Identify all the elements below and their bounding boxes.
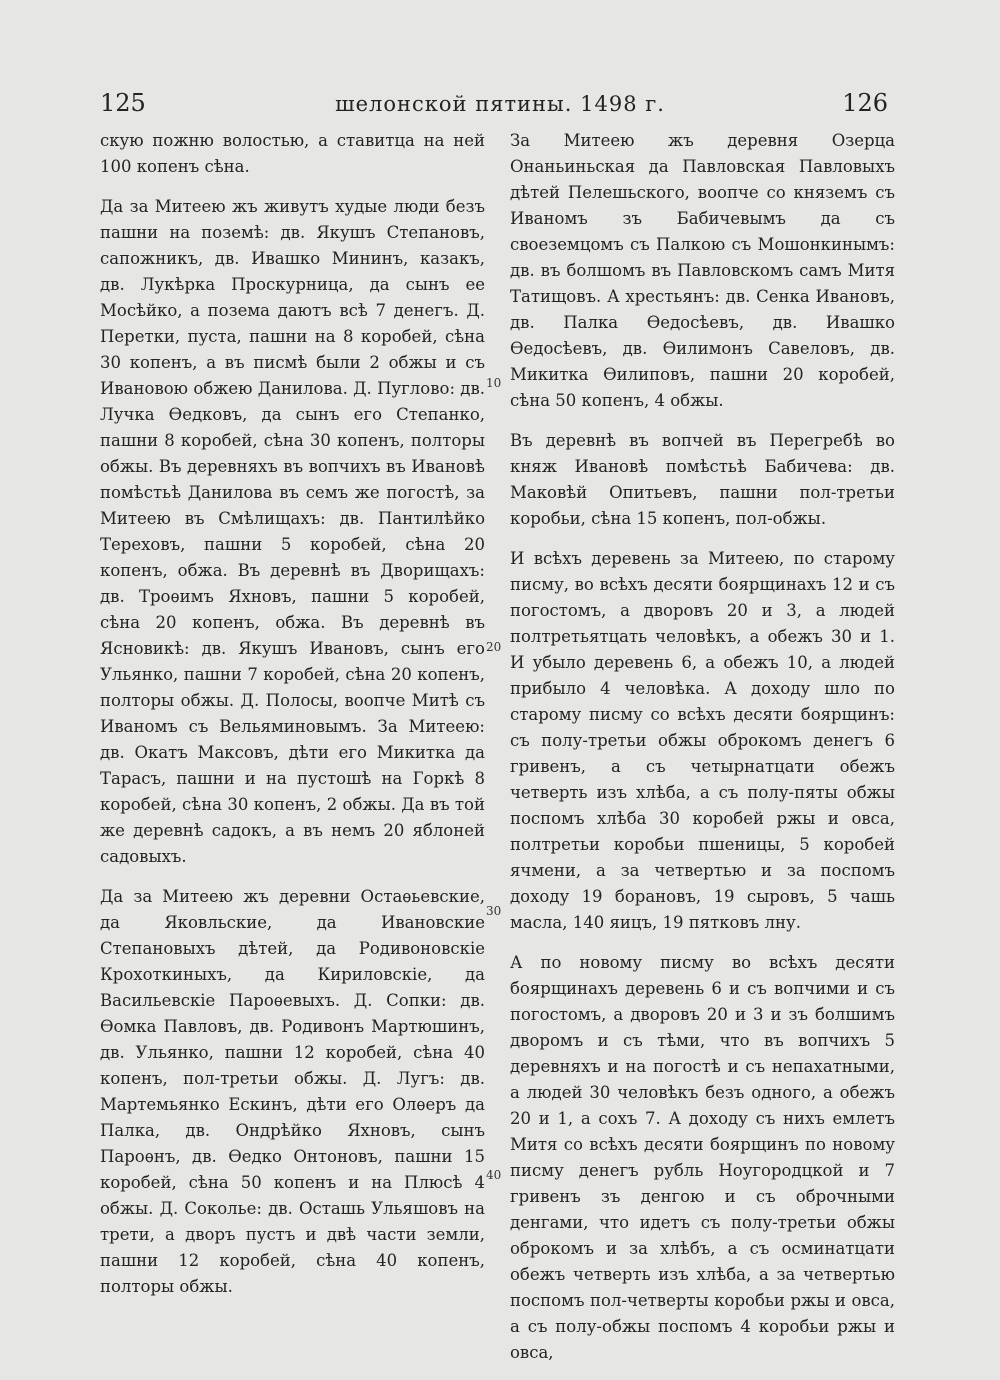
line-number: 30: [486, 904, 502, 918]
line-number: 40: [486, 1168, 502, 1182]
line-number: 10: [486, 376, 502, 390]
left-column: [100, 128, 485, 1314]
paragraph: И всѣхъ деревень за Митеею, по старому писму, во всѣхъ десяти боярщинахъ 12 и съ погостомъ, а дворовъ 20 и 3, а людей полтретьятцать человѣкъ, а обежъ 30 и 1. И убыло деревень 6, а обежъ 10, а людей прибыло 4 человѣка. А доходу шло по старому писму со всѣхъ десяти боярщинъ: съ полу-третьи обжы оброкомъ денегъ 6 гривенъ, а съ четырнатцати обежъ четверть изъ хлѣба, а съ полу-пяты обжы поспомъ хлѣба 30 коробей ржы и овса, полтретьи коробьи пшеницы, 5 коробей ячмени, а за четвертью и за поспомъ доходу 19 борановъ, 19 сыровъ, 5 чашь масла, 140 яицъ, 19 пятковъ лну.: [510, 549, 895, 932]
line-number: 20: [486, 640, 502, 654]
paragraph: А по новому писму во всѣхъ десяти боярщинахъ деревень 6 и съ вопчими и съ погостомъ, а дворовъ 20 и 3 и зъ болшимъ дворомъ и съ тѣми, что въ вопчихъ 5 деревняхъ и на погостѣ и съ непахатными, а людей 30 человѣкъ безъ одного, а обежъ 20 и 1, а сохъ 7. А доходу съ нихъ емлетъ Митя со всѣхъ десяти боярщинъ по новому писму денегъ рубль Ноугородцкой и 7 гривенъ зъ денгою и съ оброчными денгами, что идетъ съ полу-третьи обжы оброкомъ и за хлѣбъ, а съ осминатцати обежъ четверть изъ хлѣба, а за четвертью поспомъ пол-четверты коробьи ржы и овса, а съ полу-обжы поспомъ 4 коробьи ржы и овса,: [510, 953, 895, 1362]
paragraph: Да за Митеею жъ деревни Остаѳьевские, да Яковльские, да Ивановские Степановыхъ дѣтей, да Родивоновскiе Крохоткиныхъ, да Кириловскiе, да Васильевскiе Пароѳевыхъ. Д. Сопки: дв. Ѳомка Павловъ, дв. Родивонъ Мартюшинъ, дв. Ульянко, пашни 12 коробей, сѣна 40 копенъ, пол-третьи обжы. Д. Лугъ: дв. Мартемьянко Ескинъ, дѣти его Олѳеръ да Палка, дв. Ондрѣйко Яхновъ, сынъ Пароѳнъ, дв. Ѳедко Онтоновъ, пашни 15 коробей, сѣна 50 копенъ и на Плюсѣ 4 обжы. Д. Соколье: дв. Осташь Ульяшовъ на трети, а дворъ пустъ и двѣ части земли, пашни 12 коробей, сѣна 40 копенъ, полторы обжы.: [100, 887, 485, 1296]
page-number-left: 125: [100, 89, 146, 117]
page-number-right: 126: [842, 89, 888, 117]
running-title: шелонской пятины. 1498 г.: [335, 92, 665, 116]
paragraph: За Митеею жъ деревня Озерца Онаньиньская да Павловская Павловыхъ дѣтей Пелешьского, воопче со княземъ съ Иваномъ зъ Бабичевымъ да съ своеземцомъ съ Палкою съ Мошонкинымъ: дв. въ болшомъ въ Павловскомъ самъ Митя Татищовъ. А хрестьянъ: дв. Сенка Ивановъ, дв. Палка Ѳедосѣевъ, дв. Ивашко Ѳедосѣевъ, дв. Ѳилимонъ Савеловъ, дв. Микитка Ѳилиповъ, пашни 20 коробей, сѣна 50 копенъ, 4 обжы.: [510, 131, 895, 410]
paragraph: Да за Митеею жъ живутъ худые люди безъ пашни на поземѣ: дв. Якушъ Степановъ, сапожникъ, дв. Ивашко Мининъ, казакъ, дв. Лукѣрка Проскурница, да сынъ ее Мосѣйко, а позема даютъ всѣ 7 денегъ. Д. Перетки, пуста, пашни на 8 коробей, сѣна 30 копенъ, а въ писмѣ были 2 обжы и съ Ивановою обжею Данилова. Д. Пуглово: дв. Лучка Ѳедковъ, да сынъ его Степанко, пашни 8 коробей, сѣна 30 копенъ, полторы обжы. Въ деревняхъ въ вопчихъ въ Ивановѣ помѣстьѣ Данилова въ семъ же погостѣ, за Митеею въ Смѣлищахъ: дв. Пантилѣйко Тереховъ, пашни 5 коробей, сѣна 20 копенъ, обжа. Въ деревнѣ въ Дворищахъ: дв. Троѳимъ Яхновъ, пашни 5 коробей, сѣна 20 копенъ, обжа. Въ деревнѣ въ Ясновикѣ: дв. Якушъ Ивановъ, сынъ его Ульянко, пашни 7 коробей, сѣна 20 копенъ, полторы обжы. Д. Полосы, воопче Митѣ съ Иваномъ съ Вельяминовымъ. За Митеею: дв. Окатъ Максовъ, дѣти его Микитка да Тарасъ, пашни и на пустошѣ на Горкѣ 8 коробей, сѣна 30 копенъ, 2 обжы. Да въ той же деревнѣ садокъ, а въ немъ 20 яблоней садовыхъ.: [100, 197, 485, 866]
paragraph: скую пожню волостью, а ставитца на ней 100 копенъ сѣна.: [100, 131, 485, 176]
right-column: [510, 128, 895, 1380]
paragraph: Въ деревнѣ въ вопчей въ Перегребѣ во княж Ивановѣ помѣстьѣ Бабичева: дв. Маковѣй Опитьевъ, пашни пол-третьи коробьи, сѣна 15 копенъ, пол-обжы.: [510, 431, 895, 528]
